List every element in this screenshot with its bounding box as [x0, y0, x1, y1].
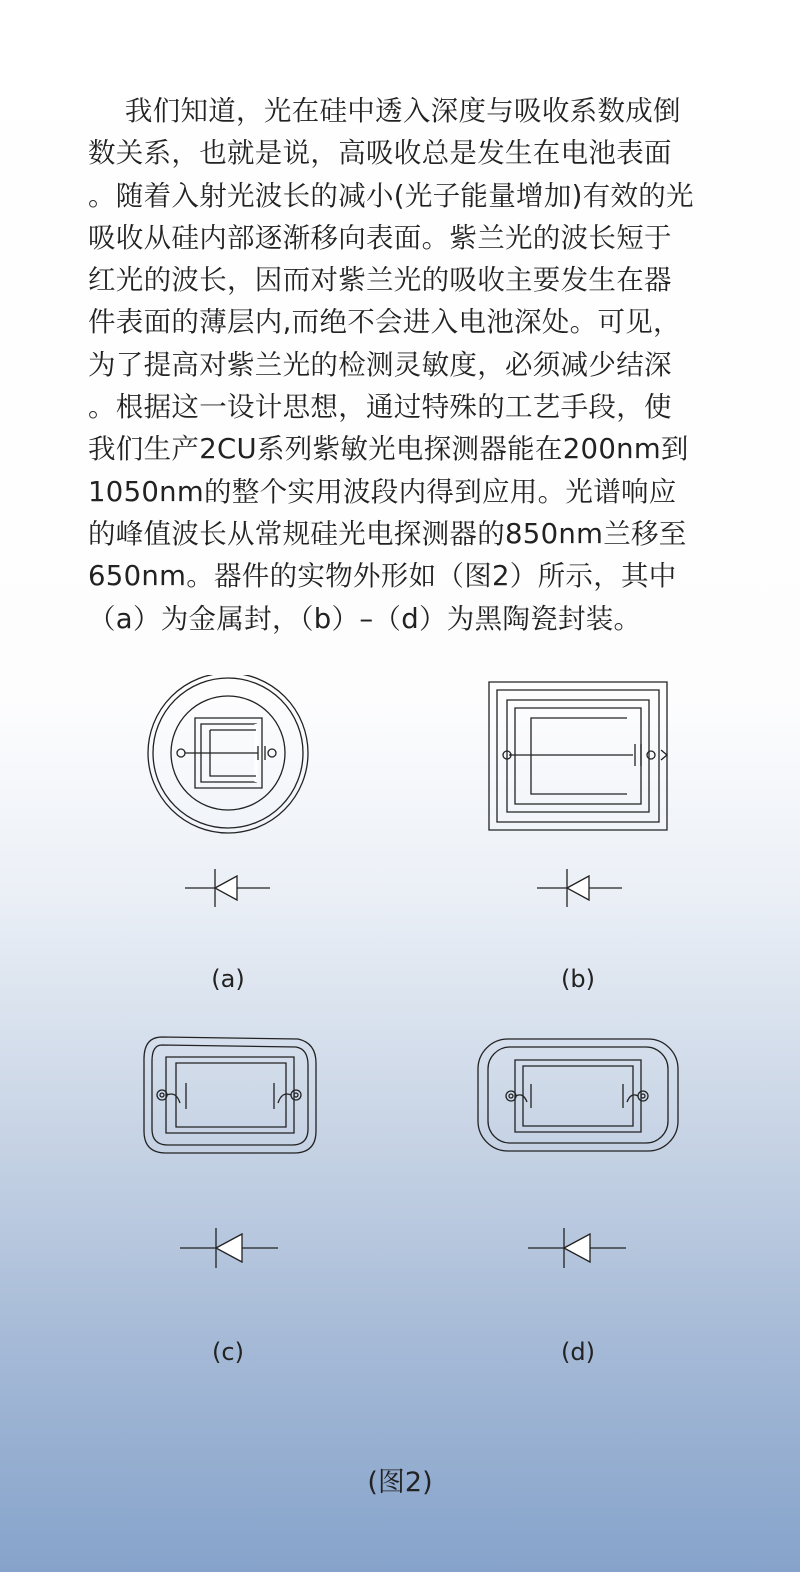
diode-symbol-d: [528, 1226, 628, 1270]
package-c-drawing: [140, 1033, 320, 1159]
paragraph-line: 为了提高对紫兰光的检测灵敏度，必须减少结深: [88, 348, 672, 381]
paragraph-line: 1050nm的整个实用波段内得到应用。光谱响应: [88, 475, 677, 508]
paragraph-line: 吸收从硅内部逐渐移向表面。紫兰光的波长短于: [88, 221, 672, 254]
package-b-drawing: [485, 678, 675, 834]
paragraph-line: 。随着入射光波长的减小(光子能量增加)有效的光: [88, 179, 694, 212]
paragraph-line: 数关系，也就是说，高吸收总是发生在电池表面: [88, 137, 672, 170]
paragraph-line: 。根据这一设计思想，通过特殊的工艺手段，使: [88, 391, 672, 424]
paragraph-line: 件表面的薄层内,而绝不会进入电池深处。可见，: [88, 306, 681, 339]
body-paragraph: [88, 90, 728, 640]
diode-symbol-c: [180, 1226, 280, 1270]
diode-symbol-a: [185, 867, 275, 909]
paragraph-line: 650nm。器件的实物外形如（图2）所示，其中: [88, 560, 677, 593]
package-a-drawing: [140, 675, 320, 845]
paragraph-line: 我们生产2CU系列紫敏光电探测器能在200nm到: [88, 433, 689, 466]
caption-c: (c): [212, 1338, 244, 1366]
caption-b: (b): [561, 965, 595, 993]
caption-a: (a): [211, 965, 245, 993]
paragraph-line: （a）为金属封，（b）–（d）为黑陶瓷封装。: [88, 602, 642, 635]
diode-symbol-b: [537, 867, 627, 909]
paragraph-line: 我们知道，光在硅中透入深度与吸收系数成倒: [88, 95, 681, 127]
paragraph-line: 的峰值波长从常规硅光电探测器的850nm兰移至: [88, 517, 687, 550]
figure-caption: (图2): [367, 1467, 433, 1498]
caption-d: (d): [561, 1338, 595, 1366]
paragraph-line: 红光的波长，因而对紫兰光的吸收主要发生在器: [88, 264, 672, 297]
package-d-drawing: [475, 1036, 681, 1154]
